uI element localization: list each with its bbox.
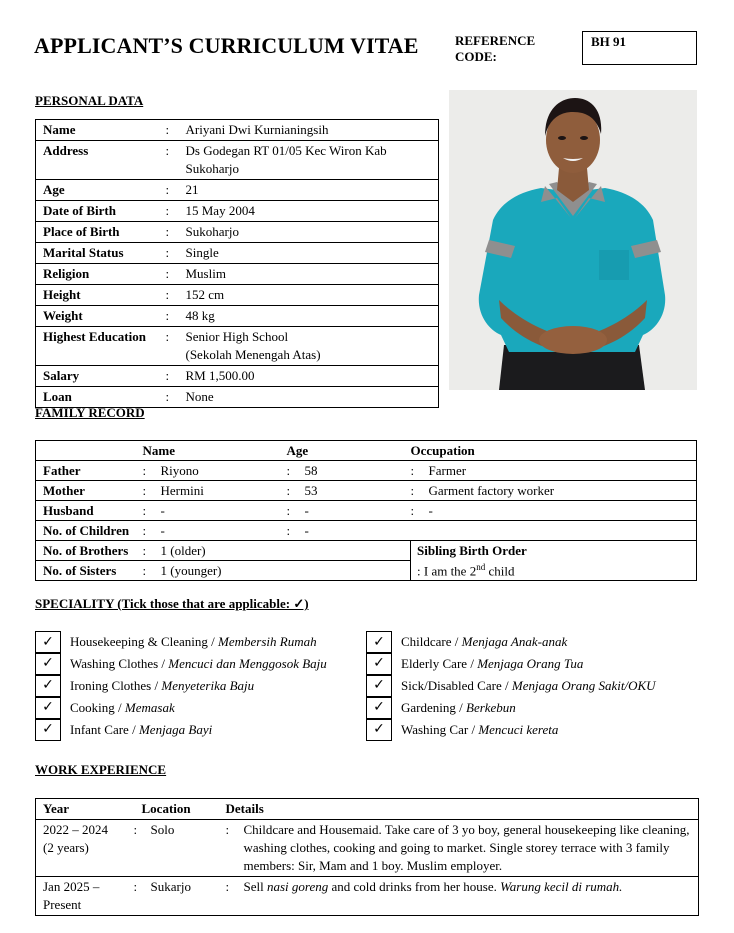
work-experience-table bbox=[35, 798, 699, 916]
work-row: 2022 – 2024 (2 years) : Solo : Childcare and Housemaid. Take care of 3 yo boy, general housekeeping like cleaning, washing clothes, cooking and going to market. Single storey terrace with 3 family members: Sir, Mam and 1 boy. Muslim employer. bbox=[36, 820, 699, 877]
personal-colon: : bbox=[166, 222, 186, 243]
personal-label: Place of Birth bbox=[36, 222, 166, 243]
family-record-heading: FAMILY RECORD bbox=[35, 405, 145, 420]
personal-value: Ds Godegan RT 01/05 Kec Wiron Kab Sukoharjo bbox=[186, 141, 439, 180]
speciality-list-left bbox=[35, 631, 365, 741]
personal-value: 15 May 2004 bbox=[186, 201, 439, 222]
personal-label: Loan bbox=[36, 387, 166, 408]
personal-row bbox=[36, 180, 439, 201]
speciality-label: Childcare / Menjaga Anak-anak bbox=[401, 634, 568, 650]
personal-data-heading: PERSONAL DATA bbox=[35, 93, 144, 108]
speciality-heading: SPECIALITY (Tick those that are applicable: ✓) bbox=[35, 596, 309, 611]
personal-colon: : bbox=[166, 180, 186, 201]
personal-label: Date of Birth bbox=[36, 201, 166, 222]
speciality-checkbox[interactable]: ✓ bbox=[35, 653, 61, 675]
personal-value: Senior High School (Sekolah Menengah Atas) bbox=[186, 327, 439, 366]
personal-label: Religion bbox=[36, 264, 166, 285]
personal-label: Marital Status bbox=[36, 243, 166, 264]
family-header-row bbox=[36, 441, 697, 461]
speciality-item bbox=[366, 653, 696, 675]
applicant-photo bbox=[449, 90, 697, 390]
family-member-label: Husband bbox=[36, 501, 143, 521]
work-details: Sell nasi goreng and cold drinks from her house. Warung kecil di rumah. bbox=[244, 877, 699, 916]
sibling-birth-order: Sibling Birth Order : I am the 2nd child bbox=[411, 541, 697, 581]
family-col-age: Age bbox=[287, 441, 411, 461]
personal-colon: : bbox=[166, 243, 186, 264]
work-col-year: Year bbox=[36, 799, 134, 820]
work-year: Jan 2025 – Present bbox=[36, 877, 134, 916]
personal-row bbox=[36, 306, 439, 327]
work-year: 2022 – 2024 (2 years) bbox=[36, 820, 134, 877]
family-row bbox=[36, 521, 697, 541]
family-row bbox=[36, 461, 697, 481]
personal-colon: : bbox=[166, 327, 186, 366]
family-col-occupation: Occupation bbox=[411, 441, 697, 461]
personal-colon: : bbox=[166, 366, 186, 387]
personal-row bbox=[36, 243, 439, 264]
personal-value: None bbox=[186, 387, 439, 408]
personal-row bbox=[36, 366, 439, 387]
work-col-details: Details bbox=[226, 799, 699, 820]
personal-colon: : bbox=[166, 387, 186, 408]
speciality-checkbox[interactable]: ✓ bbox=[366, 653, 392, 675]
personal-data-table bbox=[35, 119, 439, 408]
speciality-item bbox=[35, 631, 365, 653]
speciality-item bbox=[35, 697, 365, 719]
family-record-table bbox=[35, 440, 697, 581]
speciality-item bbox=[35, 675, 365, 697]
family-member-name: : - bbox=[143, 521, 287, 541]
personal-label: Age bbox=[36, 180, 166, 201]
speciality-checkbox[interactable]: ✓ bbox=[366, 631, 392, 653]
personal-label: Salary bbox=[36, 366, 166, 387]
speciality-checkbox[interactable]: ✓ bbox=[35, 631, 61, 653]
speciality-item bbox=[35, 719, 365, 741]
family-member-age: : - bbox=[287, 521, 411, 541]
personal-label: Name bbox=[36, 120, 166, 141]
family-member-age: : - bbox=[287, 501, 411, 521]
speciality-checkbox[interactable]: ✓ bbox=[366, 697, 392, 719]
family-member-label: Mother bbox=[36, 481, 143, 501]
personal-row bbox=[36, 141, 439, 180]
personal-colon: : bbox=[166, 201, 186, 222]
speciality-label: Gardening / Berkebun bbox=[401, 700, 516, 716]
work-details: Childcare and Housemaid. Take care of 3 yo boy, general housekeeping like cleaning, washing clothes, cooking and going to market. Single storey terrace with 3 family members: Sir, Mam and 1 boy. Muslim employer. bbox=[244, 820, 699, 877]
family-col-name: Name bbox=[143, 441, 287, 461]
family-sisters-row: No. of Sisters : 1 (younger) bbox=[36, 561, 697, 581]
family-row bbox=[36, 501, 697, 521]
family-member-name: : Hermini bbox=[143, 481, 287, 501]
family-member-label: No. of Children bbox=[36, 521, 143, 541]
speciality-item bbox=[366, 697, 696, 719]
personal-label: Height bbox=[36, 285, 166, 306]
speciality-label: Sick/Disabled Care / Menjaga Orang Sakit/OKU bbox=[401, 678, 656, 694]
personal-row bbox=[36, 264, 439, 285]
sisters-value: 1 (younger) bbox=[160, 563, 222, 579]
reference-code-value: BH 91 bbox=[582, 31, 697, 65]
personal-row bbox=[36, 222, 439, 243]
speciality-list-right bbox=[366, 631, 696, 741]
personal-value: Ariyani Dwi Kurnianingsih bbox=[186, 120, 439, 141]
family-member-name: : - bbox=[143, 501, 287, 521]
speciality-item bbox=[35, 653, 365, 675]
document-title: APPLICANT’S CURRICULUM VITAE bbox=[34, 33, 419, 58]
brothers-label: No. of Brothers bbox=[36, 541, 143, 561]
personal-row bbox=[36, 201, 439, 222]
work-header-row bbox=[36, 799, 699, 820]
work-experience-heading: WORK EXPERIENCE bbox=[35, 762, 167, 777]
personal-colon: : bbox=[166, 120, 186, 141]
personal-value: RM 1,500.00 bbox=[186, 366, 439, 387]
personal-row bbox=[36, 285, 439, 306]
family-brothers-row: No. of Brothers : 1 (older) Sibling Birth Order : I am the 2nd child bbox=[36, 541, 697, 561]
family-member-name: : Riyono bbox=[143, 461, 287, 481]
speciality-label: Washing Clothes / Mencuci dan Menggosok Baju bbox=[70, 656, 327, 672]
speciality-checkbox[interactable]: ✓ bbox=[35, 675, 61, 697]
work-col-location: Location bbox=[134, 799, 226, 820]
personal-value: Sukoharjo bbox=[186, 222, 439, 243]
speciality-checkbox[interactable]: ✓ bbox=[35, 697, 61, 719]
family-member-occupation: : Garment factory worker bbox=[411, 481, 697, 501]
speciality-item bbox=[366, 631, 696, 653]
speciality-label: Ironing Clothes / Menyeterika Baju bbox=[70, 678, 255, 694]
applicant-photo-image bbox=[449, 90, 697, 390]
speciality-label: Cooking / Memasak bbox=[70, 700, 175, 716]
speciality-label: Housekeeping & Cleaning / Membersih Rumah bbox=[70, 634, 317, 650]
personal-colon: : bbox=[166, 141, 186, 180]
work-location: : Solo bbox=[134, 820, 226, 877]
speciality-checkbox[interactable]: ✓ bbox=[366, 719, 392, 741]
personal-value: 48 kg bbox=[186, 306, 439, 327]
work-location: : Sukarjo bbox=[134, 877, 226, 916]
work-row: Jan 2025 – Present : Sukarjo : Sell nasi goreng and cold drinks from her house. Warung kecil di rumah. bbox=[36, 877, 699, 916]
personal-value: 21 bbox=[186, 180, 439, 201]
speciality-label: Elderly Care / Menjaga Orang Tua bbox=[401, 656, 584, 672]
family-member-age: : 53 bbox=[287, 481, 411, 501]
personal-colon: : bbox=[166, 285, 186, 306]
personal-colon: : bbox=[166, 306, 186, 327]
personal-value: 152 cm bbox=[186, 285, 439, 306]
brothers-value: 1 (older) bbox=[160, 543, 206, 558]
speciality-label: Washing Car / Mencuci kereta bbox=[401, 722, 559, 738]
reference-code-label: REFERENCE CODE: bbox=[455, 33, 536, 64]
family-member-label: Father bbox=[36, 461, 143, 481]
speciality-item bbox=[366, 675, 696, 697]
family-member-age: : 58 bbox=[287, 461, 411, 481]
speciality-label: Infant Care / Menjaga Bayi bbox=[70, 722, 213, 738]
family-row bbox=[36, 481, 697, 501]
personal-colon: : bbox=[166, 264, 186, 285]
personal-row bbox=[36, 120, 439, 141]
family-member-occupation: : Farmer bbox=[411, 461, 697, 481]
sisters-label: No. of Sisters bbox=[36, 561, 143, 581]
personal-value: Muslim bbox=[186, 264, 439, 285]
personal-label: Address bbox=[36, 141, 166, 180]
family-member-occupation: : - bbox=[411, 501, 697, 521]
family-member-occupation bbox=[411, 521, 697, 541]
personal-row bbox=[36, 327, 439, 366]
speciality-item bbox=[366, 719, 696, 741]
personal-label: Highest Education bbox=[36, 327, 166, 366]
personal-label: Weight bbox=[36, 306, 166, 327]
speciality-checkbox[interactable]: ✓ bbox=[366, 675, 392, 697]
personal-value: Single bbox=[186, 243, 439, 264]
speciality-checkbox[interactable]: ✓ bbox=[35, 719, 61, 741]
